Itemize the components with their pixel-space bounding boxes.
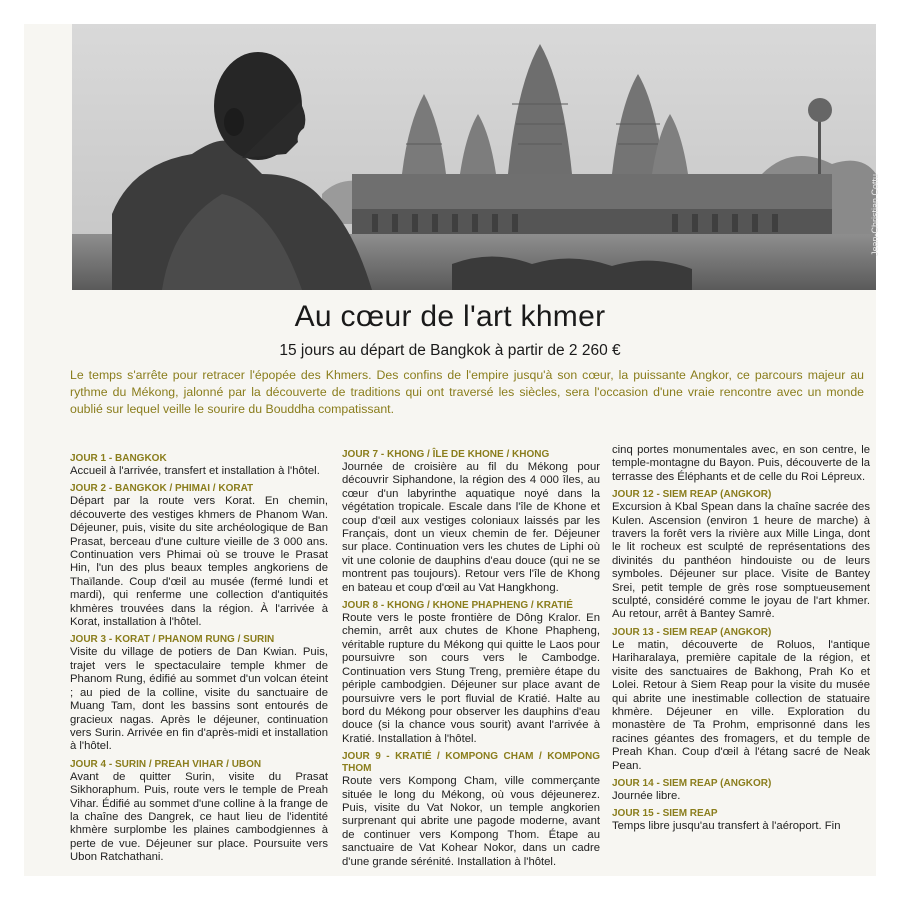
day-heading: JOUR 1 - BANGKOK <box>70 453 167 464</box>
day-text: Accueil à l'arrivée, transfert et installation à l'hôtel. <box>70 465 320 477</box>
day-text: Départ par la route vers Korat. En chemin, découverte des vestiges khmers de Phanom Wan. Déjeuner, puis, visite du site archéologique de Ban Prasat, berceau d'une culture vieille de 3 000 ans. Continuation vers Phimai où se trouve le Prasat Hin, l'un des plus beaux temples angkoriens de Thaïlande. Coup d'œil au musée (fermé lundi et mardi), qui renferme une collection d'antiquités khmères trouvées dans la région. À l'arrivée à Korat, installation à l'hôtel. <box>70 495 328 629</box>
day-text: Avant de quitter Surin, visite du Prasat Sikhoraphum. Puis, route vers le temple de Preah Vihar. Édifié au sommet d'une colline à la frange de la chaîne des Dangrek, ce haut lieu de l'identité khmère surplombe les plaines cambodgiennes à perte de vue. Déjeuner sur place. Poursuite vers Ubon Ratchathani. <box>70 770 328 864</box>
itinerary-columns <box>70 444 870 876</box>
day-text: Journée de croisière au fil du Mékong pour découvrir Siphandone, la région des 4 000 îles, au cœur d'un labyrinthe aquatique noyé dans la végétation tropicale. Escale dans l'île de Khone et coup d'œil aux vestiges coloniaux laissés par les Français, dont un vieux chemin de fer. Déjeuner sur place. Continuation vers les chutes de Liphi où vit une colonie de dauphins d'eau douce (qui ne se montrent pas toujours). Retour vers l'île de Khong en bateau et coup d'œil au Vat Hangkhong. <box>342 461 600 594</box>
day-text: Temps libre jusqu'au transfert à l'aéroport. Fin <box>612 820 841 833</box>
day-text: Journée libre. <box>612 789 681 802</box>
photo-credit: Jean-Christian Cottu <box>870 174 880 257</box>
angkor-photo <box>72 24 880 290</box>
day-heading: JOUR 15 - SIEM REAP <box>612 808 718 820</box>
day-heading: JOUR 3 - KORAT / PHANOM RUNG / SURIN <box>70 634 275 646</box>
page-title: Au cœur de l'art khmer <box>294 300 606 333</box>
day-text: Route vers le poste frontière de Dông Kralor. En chemin, arrêt aux chutes de Khone Phapheng, véritable rupture du Mékong qui quitte le Laos pour poursuivre son cours vers le Cambodge. Continuation vers Stung Treng, première étape du périple cambodgien. Déjeuner sur place avant de poursuivre vers le port fluvial de Kratié. Halte au bord du Mékong pour observer les dauphins d'eau douce (si la chance vous sourit) avant l'arrivée à Kratié. Installation à l'hôtel. <box>342 612 600 745</box>
column-2 <box>342 444 600 869</box>
column-3 <box>612 444 870 834</box>
column-1 <box>70 448 328 865</box>
continued-text: cinq portes monumentales avec, en son centre, le temple-montagne du Bayon. Puis, découverte de la terrasse des Éléphants et de celle du Roi Lépreux. <box>612 444 870 483</box>
day-heading: JOUR 7 - KHONG / ÎLE DE KHONE / KHONG <box>342 449 550 460</box>
day-heading: JOUR 14 - SIEM REAP (ANGKOR) <box>612 777 772 789</box>
intro-paragraph: Le temps s'arrête pour retracer l'épopée des Khmers. Des confins de l'empire jusqu'à son cœur, la puissante Angkor, ce parcours majeur au rythme du Mékong, jalonné par la découverte de traditions qui ont traversé les siècles, sera l'occasion d'une vraie rencontre avec un monde oublié sur lequel veille le sourire du Bouddha compatissant. <box>70 368 864 416</box>
angkor-monk-photo-icon <box>72 24 876 290</box>
day-text: Excursion à Kbal Spean dans la chaîne sacrée des Kulen. Ascension (environ 1 heure de marche) à travers la forêt vers la rivière aux Mille Linga, dont le lit rocheux est sculpté de représentations des divinités du panthéon hindouiste ou de leurs symboles. Déjeuner sur place. Visite de Bantey Srei, petit temple de grès rose somptueusement sculpté, considéré comme le joyau de l'art khmer. Au retour, arrêt à Bantey Samrè. <box>612 501 870 621</box>
day-text: Visite du village de potiers de Dan Kwian. Puis, trajet vers le spectaculaire temple khmer de Phanom Rung, édifié au sommet d'un volcan éteint ; au pied de la colline, visite du sanctuaire de Muang Tam, dont les bassins sont entourés de gracieux nagas. Après le déjeuner, continuation vers Surin. Arrivée en fin d'après-midi et installation à l'hôtel. <box>70 646 328 753</box>
day-heading: JOUR 8 - KHONG / KHONE PHAPHENG / KRATIÉ <box>342 600 573 612</box>
day-text: Route vers Kompong Cham, ville commerçante située le long du Mékong, où vous déjeunerez. Puis, visite du Vat Nokor, un temple angkorien surprenant qui abrite une pagode moderne, avant de continuer vers Kompong Thom. Étape au sanctuaire de Vat Kohear Nokor, dans un cadre d'une grande sérénité. Installation à l'hôtel. <box>342 775 600 868</box>
day-text: Le matin, découverte de Roluos, l'antique Hariharalaya, première capitale de la région, et visite des sanctuaires de Bakhong, Prah Ko et Lolei. Retour à Siem Reap pour la visite du musée qui abrite une inestimable collection de statuaire khmère. Déjeuner en ville. Exploration du monastère de Ta Prohm, emprisonné dans les racines géantes des fromagers, et du temple de Preah Khan. Coup d'œil à l'étang sacré de Neak Pean. <box>612 638 870 772</box>
day-heading: JOUR 9 - KRATIÉ / KOMPONG CHAM / KOMPONG THOM <box>342 751 600 775</box>
day-heading: JOUR 13 - SIEM REAP (ANGKOR) <box>612 626 772 638</box>
page-subtitle: 15 jours au départ de Bangkok à partir de 2 260 € <box>279 342 621 359</box>
day-heading: JOUR 4 - SURIN / PREAH VIHAR / UBON <box>70 758 262 770</box>
day-heading: JOUR 2 - BANGKOK / PHIMAI / KORAT <box>70 483 254 495</box>
day-heading: JOUR 12 - SIEM REAP (ANGKOR) <box>612 489 772 501</box>
magazine-page <box>24 24 880 876</box>
